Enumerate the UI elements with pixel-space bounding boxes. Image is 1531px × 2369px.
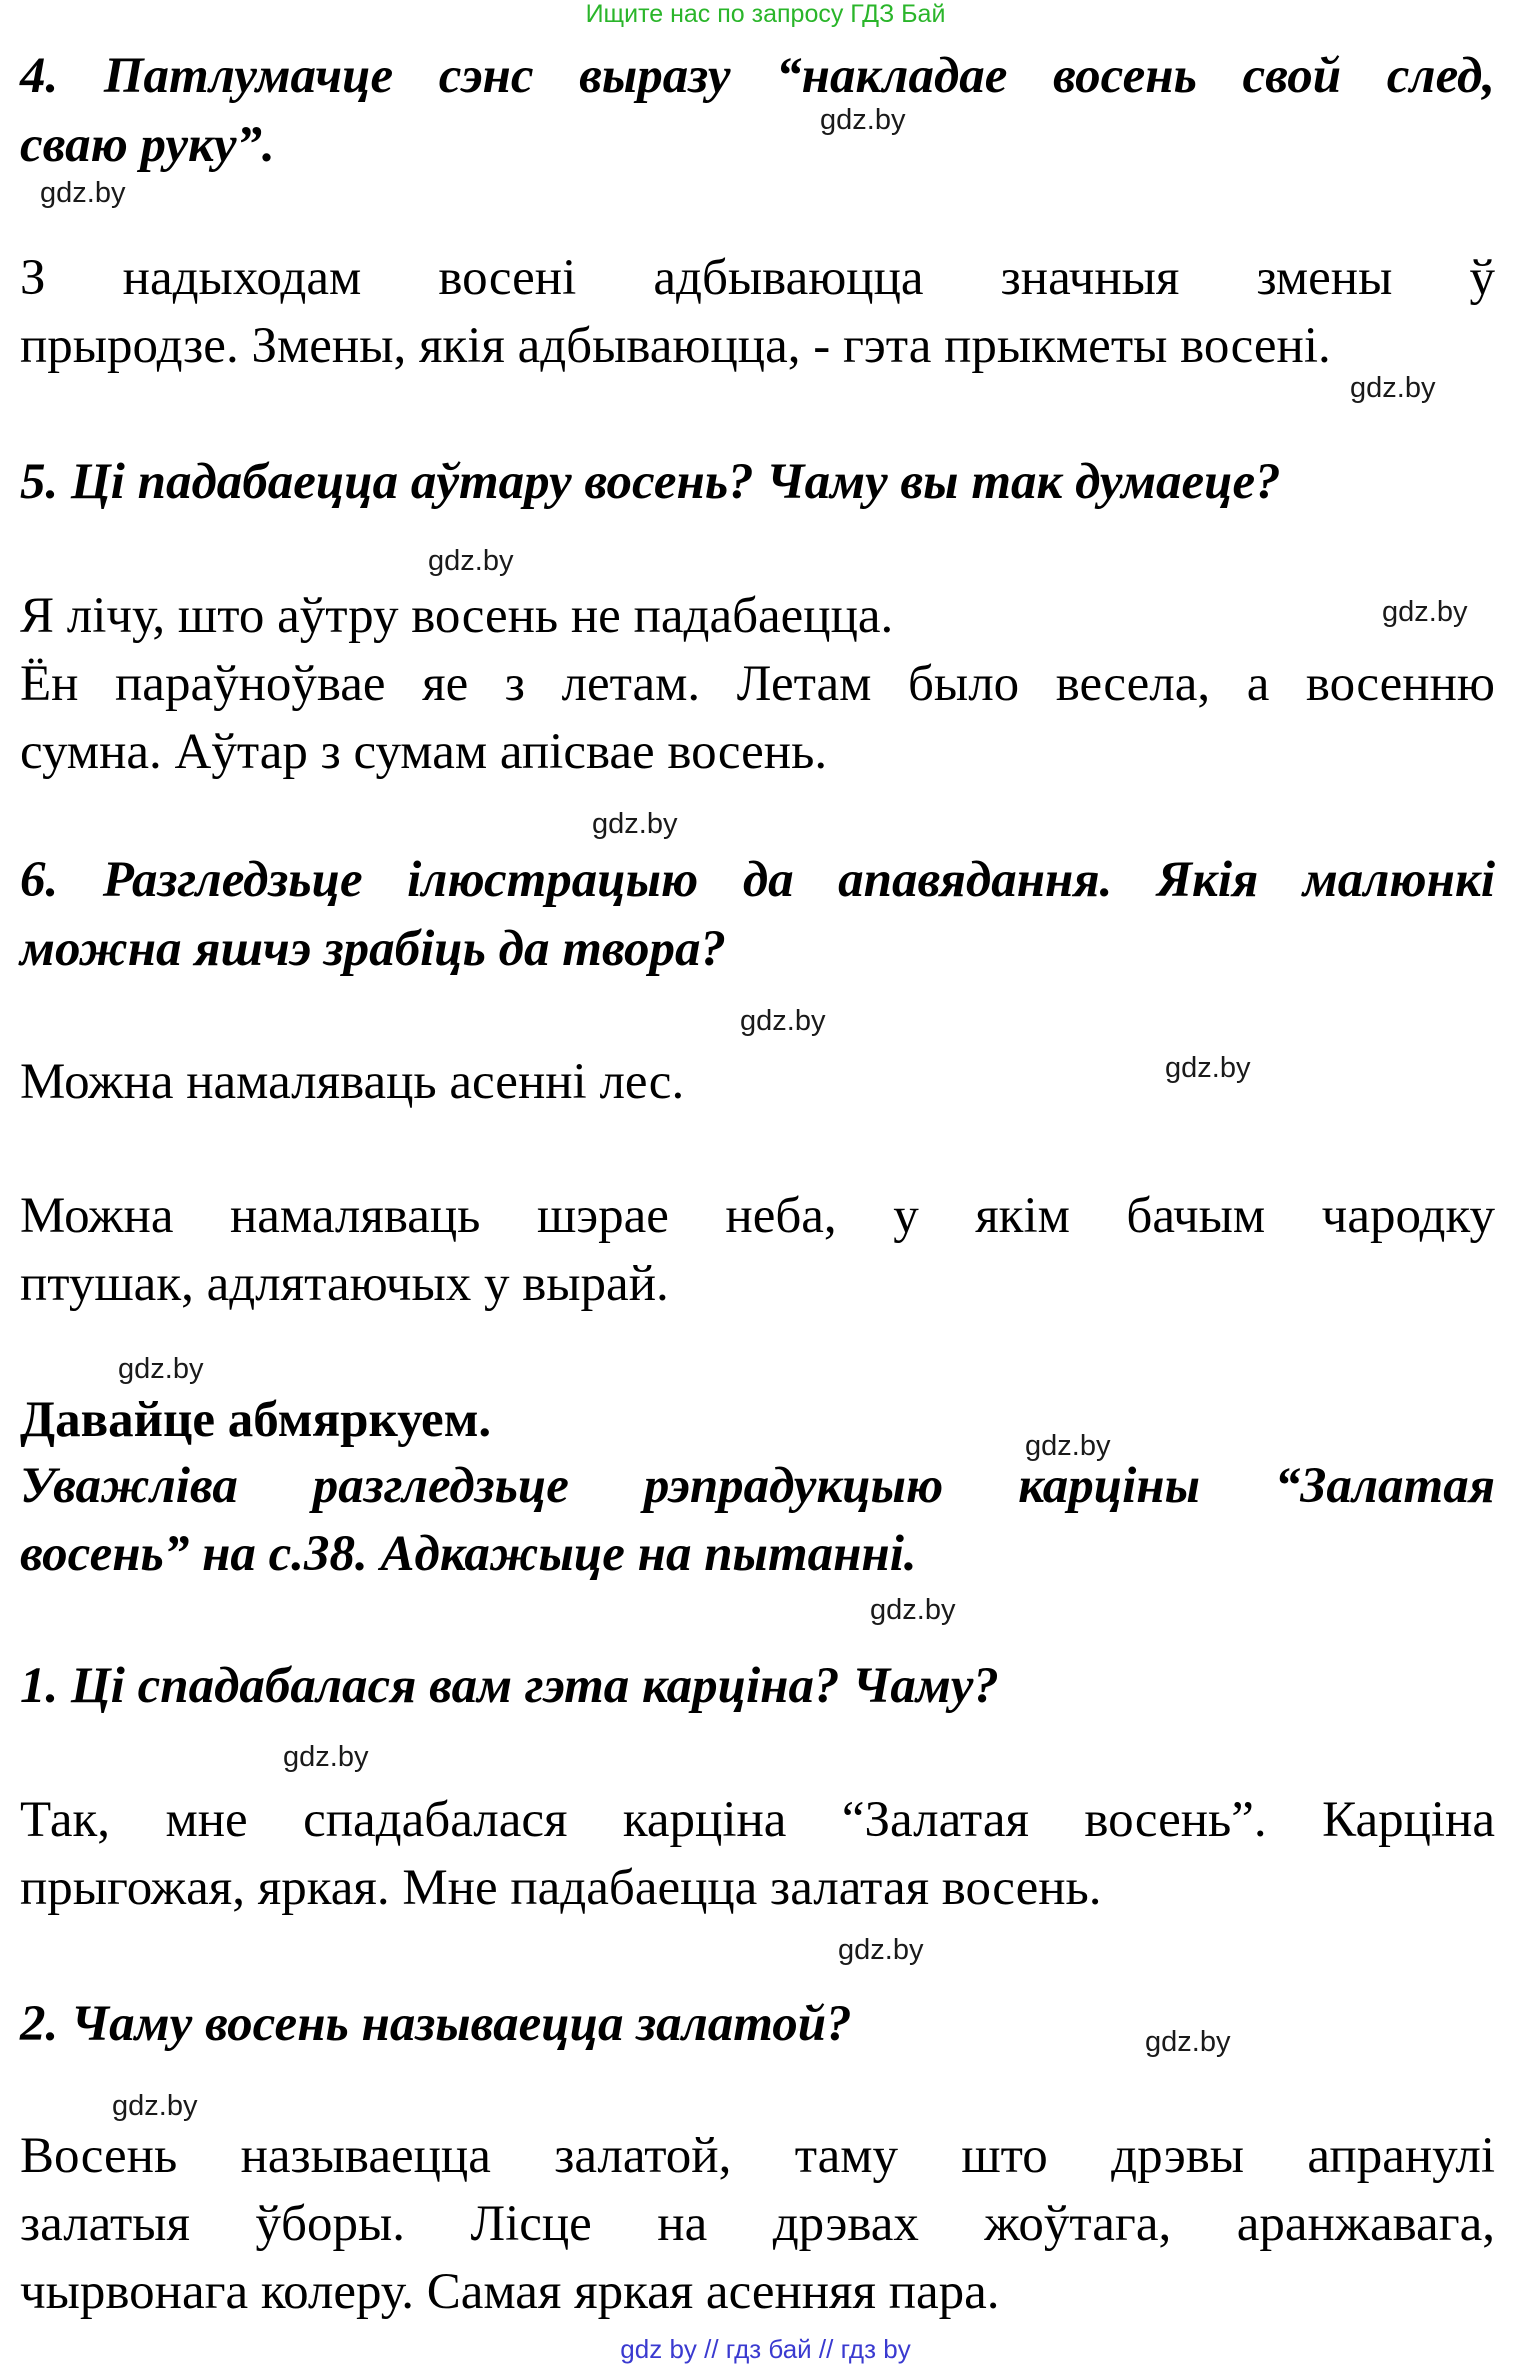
discussion-answer-2-line-3: чырвонага колеру. Самая яркая асенняя пара. xyxy=(20,2264,1000,2320)
discussion-answer-2-line-2: залатыя ўборы. Лісце на дрэвах жоўтага, аранжавага, xyxy=(20,2196,1495,2252)
watermark: gdz.by xyxy=(1350,372,1436,404)
answer-5-line-1: Я лічу, што аўтру восень не падабаецца. xyxy=(20,588,894,644)
top-banner: Ищите нас по запросу ГДЗ Бай xyxy=(585,0,946,28)
watermark: gdz.by xyxy=(740,1005,826,1037)
watermark: gdz.by xyxy=(40,177,126,209)
answer-5-line-2: Ён параўноўвае яе з летам. Летам было весела, а восенню xyxy=(20,656,1495,712)
discussion-question-2: 2. Чаму восень называецца залатой? xyxy=(20,1996,852,2052)
question-6-line-1: 6. Разгледзьце ілюстрацыю да апавядання. Якія малюнкі xyxy=(20,852,1495,908)
answer-6-paragraph-2-line-2: птушак, адлятаючых у вырай. xyxy=(20,1256,669,1312)
watermark: gdz.by xyxy=(1382,596,1468,628)
watermark: gdz.by xyxy=(428,545,514,577)
question-4-line-2: сваю руку”. xyxy=(20,117,275,173)
watermark: gdz.by xyxy=(592,808,678,840)
watermark: gdz.by xyxy=(838,1934,924,1966)
watermark: gdz.by xyxy=(118,1353,204,1385)
watermark: gdz.by xyxy=(283,1741,369,1773)
answer-6-paragraph-2-line-1: Можна намаляваць шэрае неба, у якім бачым чародку xyxy=(20,1188,1495,1244)
discussion-question-1: 1. Ці спадабалася вам гэта карціна? Чаму? xyxy=(20,1658,999,1714)
watermark: gdz.by xyxy=(1145,2026,1231,2058)
watermark: gdz.by xyxy=(820,104,906,136)
answer-6-paragraph-1: Можна намаляваць асенні лес. xyxy=(20,1054,685,1110)
footer-watermark: gdz by // гдз бай // гдз by xyxy=(620,2334,911,2364)
watermark: gdz.by xyxy=(1025,1430,1111,1462)
discussion-intro-line-2: восень” на с.38. Адкажыце на пытанні. xyxy=(20,1526,917,1582)
answer-4-line-2: прыродзе. Змены, якія адбываюцца, - гэта прыкметы восені. xyxy=(20,318,1331,374)
answer-4-line-1: З надыходам восені адбываюцца значныя змены ў xyxy=(20,250,1495,306)
watermark: gdz.by xyxy=(1165,1052,1251,1084)
discussion-answer-1-line-2: прыгожая, яркая. Мне падабаецца залатая восень. xyxy=(20,1860,1102,1916)
answer-5-line-3: сумна. Аўтар з сумам апісвае восень. xyxy=(20,724,828,780)
question-5: 5. Ці падабаецца аўтару восень? Чаму вы так думаеце? xyxy=(20,454,1281,510)
discussion-intro-line-1: Уважліва разгледзьце рэпрадукцыю карціны “Залатая xyxy=(20,1458,1495,1514)
discussion-answer-2-line-1: Восень называецца залатой, таму што дрэвы апранулі xyxy=(20,2128,1495,2184)
discussion-answer-1-line-1: Так, мне спадабалася карціна “Залатая восень”. Карціна xyxy=(20,1792,1495,1848)
question-6-line-2: можна яшчэ зрабіць да твора? xyxy=(20,921,727,977)
question-4-line-1: 4. Патлумачце сэнс выразу “накладае восень свой след, xyxy=(20,48,1495,104)
watermark: gdz.by xyxy=(870,1594,956,1626)
discussion-heading: Давайце абмяркуем. xyxy=(20,1392,492,1448)
watermark: gdz.by xyxy=(112,2090,198,2122)
